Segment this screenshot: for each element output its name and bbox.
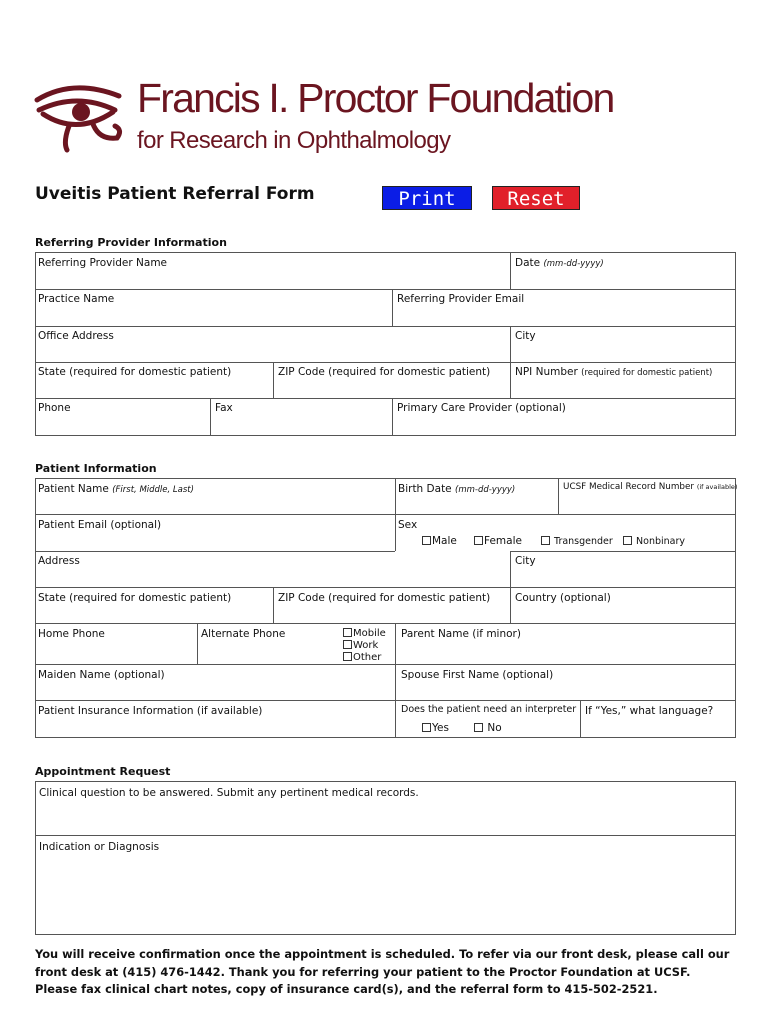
provider-email-field[interactable]: Referring Provider Email (397, 293, 525, 305)
patient-country-field[interactable]: Country (optional) (515, 592, 611, 604)
provider-zip-field[interactable]: ZIP Code (required for domestic patient) (278, 366, 491, 378)
checkbox-icon (422, 723, 431, 732)
maiden-name-field[interactable]: Maiden Name (optional) (38, 669, 165, 681)
eye-of-horus-icon (33, 80, 125, 154)
org-name: Francis I. Proctor Foundation (137, 75, 614, 121)
appointment-table (35, 781, 736, 935)
checkbox-icon (474, 536, 483, 545)
referring-provider-table (35, 252, 736, 436)
home-phone-field[interactable]: Home Phone (38, 628, 105, 640)
provider-state-field[interactable]: State (required for domestic patient) (38, 366, 232, 378)
referring-section-heading: Referring Provider Information (35, 236, 227, 249)
sex-option-transgender[interactable]: Transgender (541, 536, 613, 547)
patient-zip-field[interactable]: ZIP Code (required for domestic patient) (278, 592, 491, 604)
npi-number-field[interactable]: NPI Number (required for domestic patient) (515, 366, 713, 378)
patient-info-table (35, 478, 736, 738)
provider-fax-field[interactable]: Fax (215, 402, 233, 414)
phone-type-mobile[interactable]: Mobile (343, 628, 386, 639)
interpreter-question: Does the patient need an interpreter (401, 704, 577, 715)
provider-name-field[interactable]: Referring Provider Name (38, 257, 168, 269)
checkbox-icon (623, 536, 632, 545)
indication-diagnosis-field[interactable]: Indication or Diagnosis (39, 841, 160, 853)
patient-email-field[interactable]: Patient Email (optional) (38, 519, 162, 531)
parent-name-field[interactable]: Parent Name (if minor) (401, 628, 521, 640)
print-button[interactable]: Print (382, 186, 472, 210)
sex-option-male[interactable]: Male (422, 536, 457, 547)
primary-care-provider-field[interactable]: Primary Care Provider (optional) (397, 402, 566, 414)
referral-date-field[interactable]: Date (mm-dd-yyyy) (515, 257, 604, 269)
spouse-name-field[interactable]: Spouse First Name (optional) (401, 669, 554, 681)
checkbox-icon (541, 536, 550, 545)
office-address-field[interactable]: Office Address (38, 330, 114, 342)
checkbox-icon (474, 723, 483, 732)
patient-address-field[interactable]: Address (38, 555, 80, 567)
sex-option-female[interactable]: Female (474, 536, 522, 547)
checkbox-icon (343, 640, 352, 649)
alternate-phone-field[interactable]: Alternate Phone (201, 628, 286, 640)
patient-name-field[interactable]: Patient Name (First, Middle, Last) (38, 483, 194, 495)
sex-label: Sex (398, 519, 418, 531)
org-subtitle: for Research in Ophthalmology (137, 127, 451, 154)
clinical-question-field[interactable]: Clinical question to be answered. Submit any pertinent medical records. (39, 787, 419, 799)
interpreter-no[interactable]: No (474, 723, 502, 734)
interpreter-language-field[interactable]: If “Yes,” what language? (585, 705, 714, 717)
provider-phone-field[interactable]: Phone (38, 402, 71, 414)
mrn-field[interactable]: UCSF Medical Record Number (if available) (563, 482, 738, 492)
insurance-info-field[interactable]: Patient Insurance Information (if available) (38, 705, 263, 717)
birth-date-field[interactable]: Birth Date (mm-dd-yyyy) (398, 483, 516, 495)
checkbox-icon (422, 536, 431, 545)
patient-city-field[interactable]: City (515, 555, 536, 567)
phone-type-work[interactable]: Work (343, 640, 378, 651)
appointment-section-heading: Appointment Request (35, 765, 171, 778)
provider-city-field[interactable]: City (515, 330, 536, 342)
patient-state-field[interactable]: State (required for domestic patient) (38, 592, 232, 604)
checkbox-icon (343, 628, 352, 637)
form-title: Uveitis Patient Referral Form (35, 184, 315, 204)
phone-type-other[interactable]: Other (343, 652, 381, 663)
reset-button[interactable]: Reset (492, 186, 580, 210)
sex-option-nonbinary[interactable]: Nonbinary (623, 536, 685, 547)
practice-name-field[interactable]: Practice Name (38, 293, 115, 305)
checkbox-icon (343, 652, 352, 661)
footer-instructions: You will receive confirmation once the appointment is scheduled. To refer via our front desk, please call our front desk at (415) 476-1442. Thank you for referring your patient to the Proctor Foundation at UCSF. Please fax clinical chart notes, copy of insurance card(s), and the referral form to 415-502-2521. (35, 947, 730, 996)
interpreter-yes[interactable]: Yes (422, 723, 449, 734)
patient-section-heading: Patient Information (35, 462, 157, 475)
